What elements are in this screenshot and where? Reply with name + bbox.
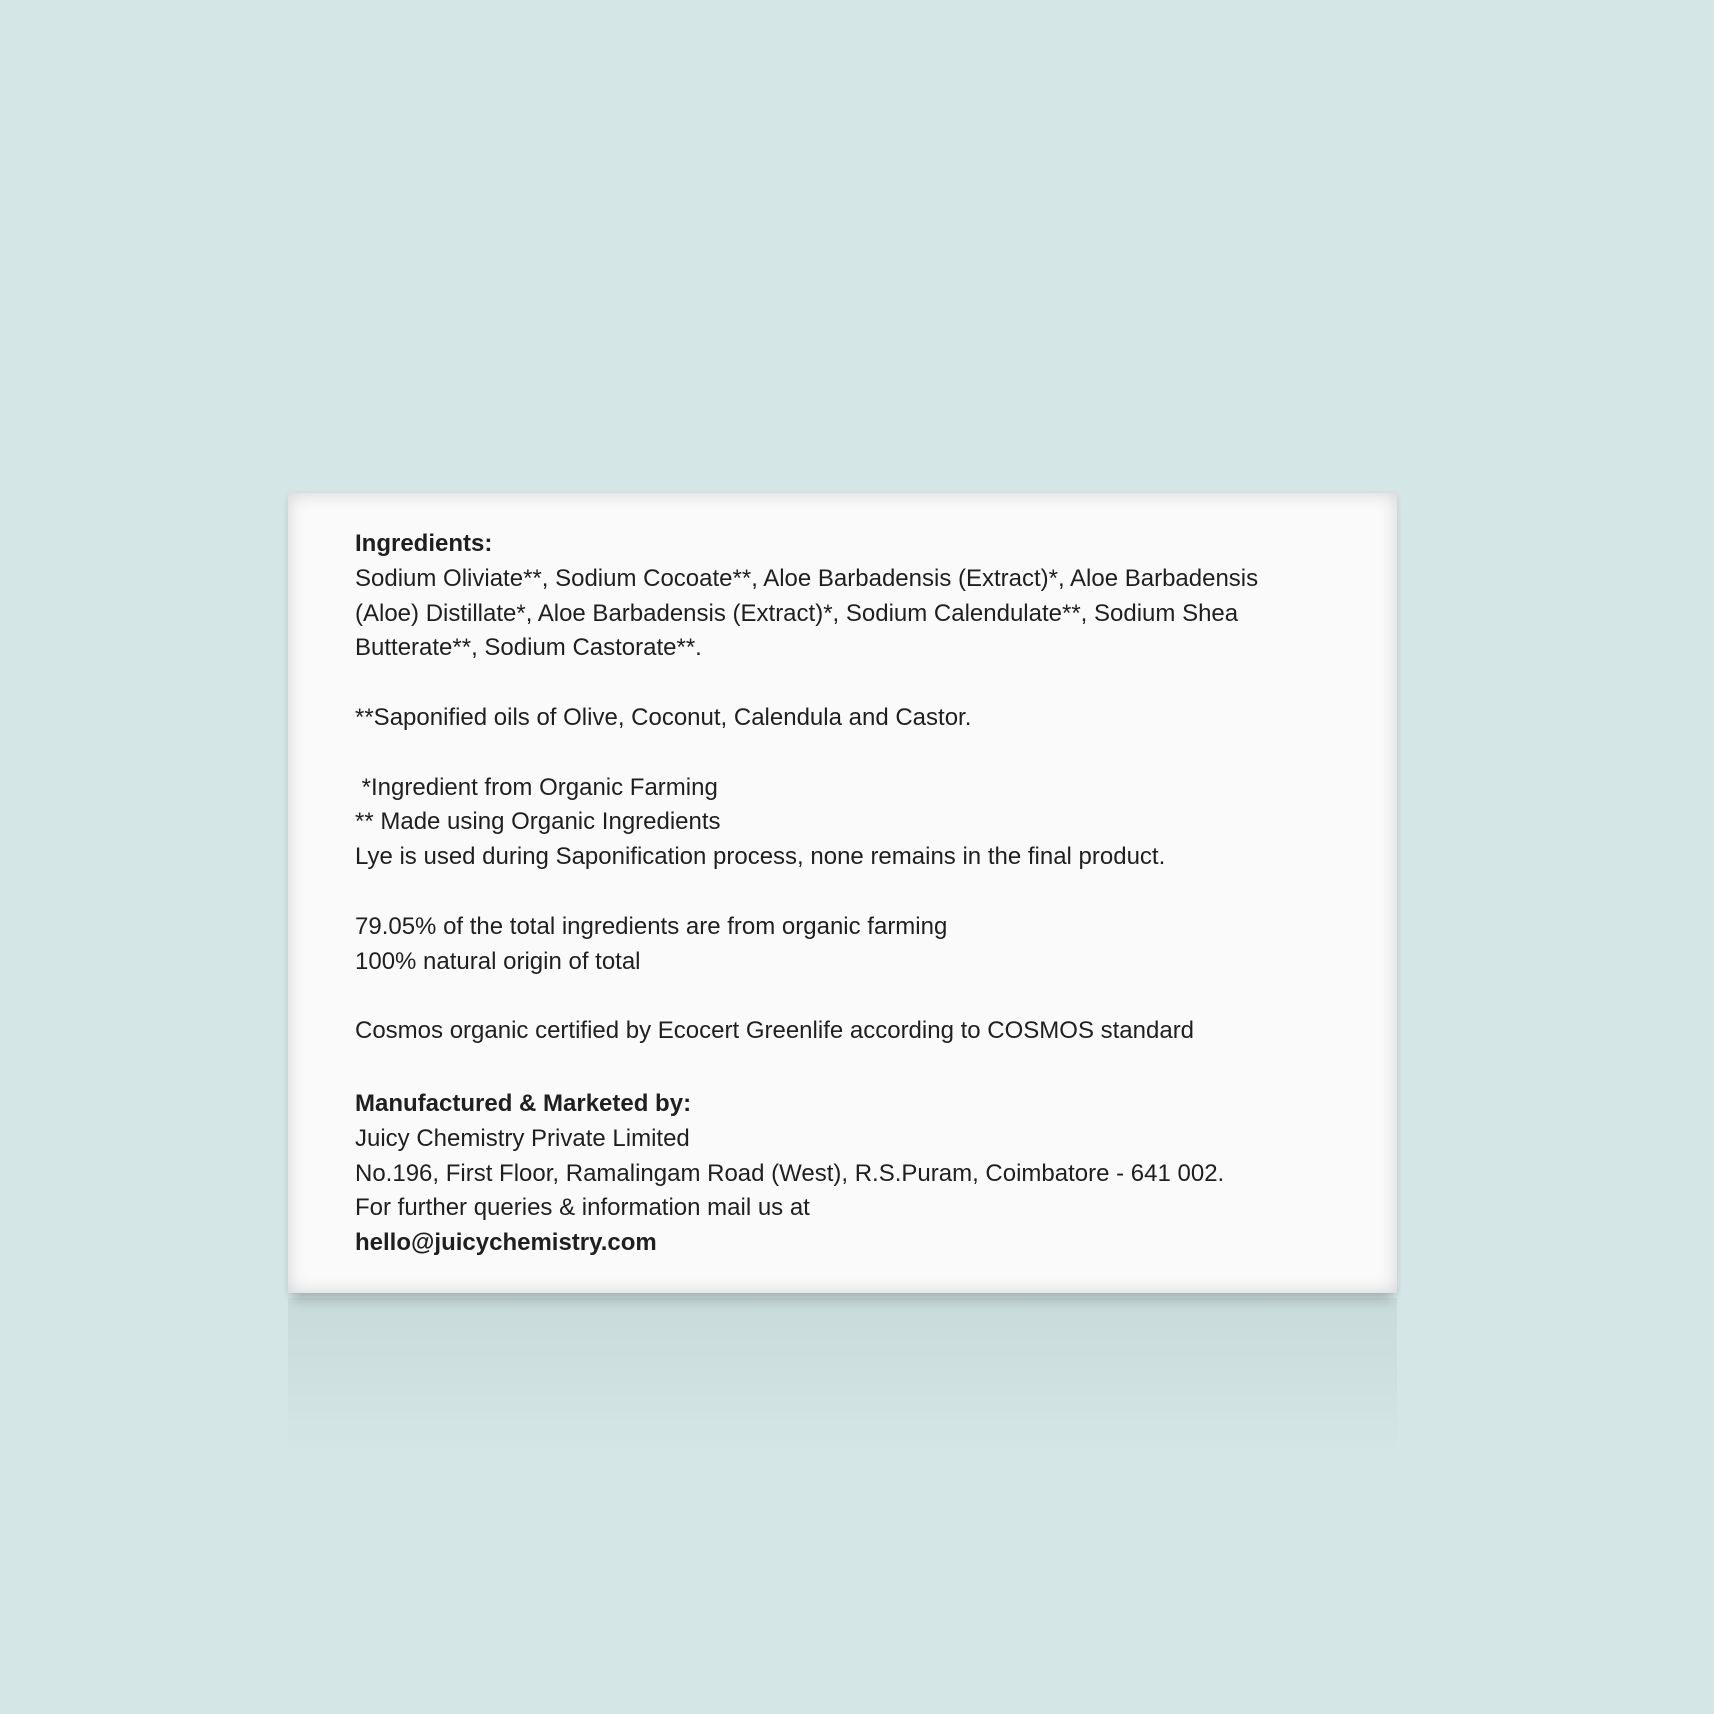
ingredients-heading: Ingredients: <box>355 530 493 557</box>
ingredients-line-2: (Aloe) Distillate*, Aloe Barbadensis (Extract)*, Sodium Calendulate**, Sodium Shea <box>355 599 1239 627</box>
organic-farming-footnote: *Ingredient from Organic Farming <box>355 773 718 801</box>
contact-text: For further queries & information mail us at <box>355 1194 810 1222</box>
ingredients-line-3: Butterate**, Sodium Castorate**. <box>355 634 702 662</box>
certification-text: Cosmos organic certified by Ecocert Greenlife according to COSMOS standard <box>355 1017 1195 1045</box>
ingredients-label-card <box>288 493 1397 1293</box>
card-reflection <box>288 1298 1397 1458</box>
organic-percentage: 79.05% of the total ingredients are from organic farming <box>355 912 948 940</box>
organic-ingredients-footnote: ** Made using Organic Ingredients <box>355 808 721 836</box>
company-name: Juicy Chemistry Private Limited <box>355 1124 690 1152</box>
lye-note: Lye is used during Saponification process, none remains in the final product. <box>355 843 1166 871</box>
company-address: No.196, First Floor, Ramalingam Road (West), R.S.Puram, Coimbatore - 641 002. <box>355 1159 1225 1187</box>
natural-origin: 100% natural origin of total <box>355 947 641 975</box>
ingredients-line-1: Sodium Oliviate**, Sodium Cocoate**, Aloe Barbadensis (Extract)*, Aloe Barbadensis <box>355 564 1259 592</box>
saponified-note: **Saponified oils of Olive, Coconut, Calendula and Castor. <box>355 703 972 731</box>
contact-email: hello@juicychemistry.com <box>355 1229 657 1257</box>
manufacturer-heading: Manufactured & Marketed by: <box>355 1089 692 1117</box>
